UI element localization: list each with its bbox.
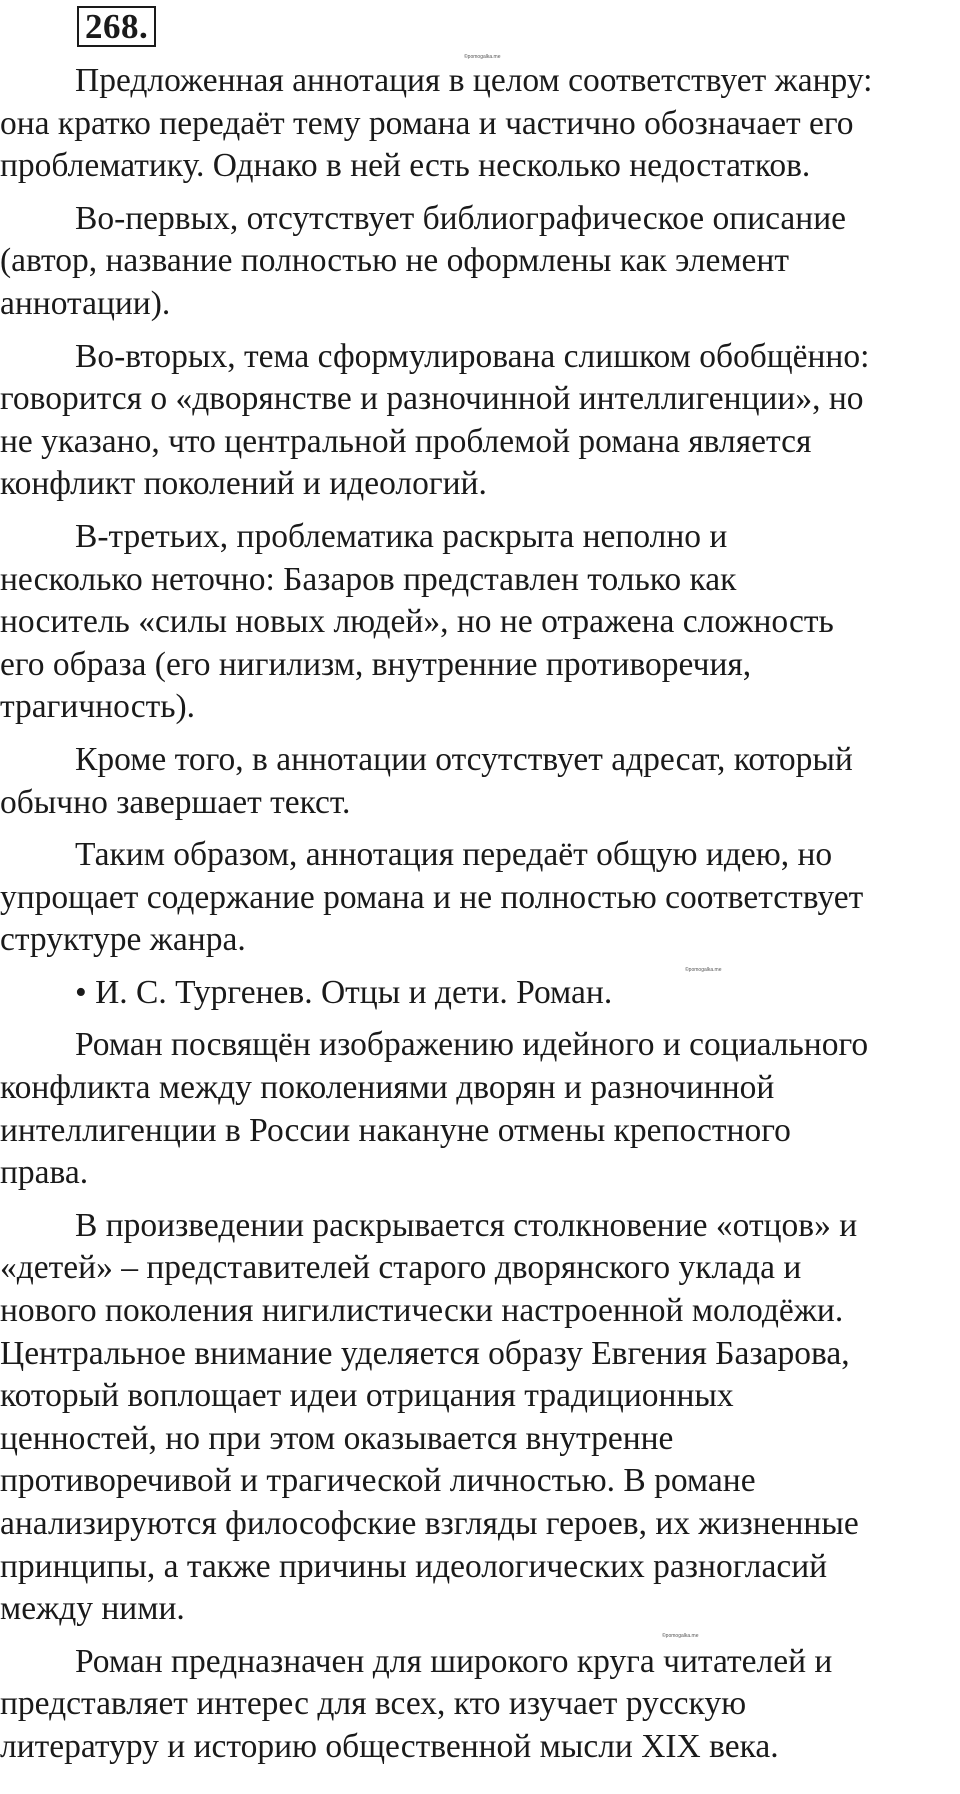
text-line: не указано, что центральной проблемой романа является — [0, 422, 812, 460]
text-line: представляет интерес для всех, кто изучает русскую — [0, 1685, 747, 1723]
text-line: носитель «силы новых людей», но не отражена сложность — [0, 603, 834, 641]
text-line: говорится о «дворянстве и разночинной интеллигенции», но — [0, 380, 864, 418]
watermark: ©pomogalka.me — [464, 54, 501, 60]
text-line: принципы, а также причины идеологических разногласий — [0, 1547, 828, 1585]
text-line: Во-вторых, тема сформулирована слишком обобщённо: — [75, 337, 870, 375]
text-line: Во-первых, отсутствует библиографическое описание — [75, 199, 847, 237]
paragraph — [0, 1641, 960, 1769]
text-line: интеллигенции в России накануне отмены крепостного — [0, 1111, 791, 1149]
text-line: несколько неточно: Базаров представлен только как — [0, 560, 737, 598]
text-line: права. — [0, 1154, 89, 1192]
text-line: анализируются философские взгляды героев, их жизненные — [0, 1505, 859, 1542]
text-line: структуре жанра. — [0, 921, 246, 959]
paragraph — [0, 739, 960, 824]
paragraph — [0, 972, 960, 1015]
paragraph — [0, 336, 960, 506]
text-line: между ними. — [0, 1590, 185, 1628]
text-line: (автор, название полностью не оформлены как элемент — [0, 242, 789, 280]
text-line: его образа (его нигилизм, внутренние противоречия, — [0, 645, 752, 683]
watermark: ©pomogalka.me — [685, 967, 722, 973]
text-line: Кроме того, в аннотации отсутствует адресат, который — [75, 740, 853, 778]
text-line: • И. С. Тургенев. Отцы и дети. Роман. — [75, 973, 613, 1011]
text-line: обычно завершает текст. — [0, 783, 351, 821]
text-line: Центральное внимание уделяется образу Евгения Базарова, — [0, 1334, 850, 1372]
text-line: В произведении раскрывается столкновение «отцов» и — [75, 1206, 858, 1244]
text-line: который воплощает идеи отрицания традиционных — [0, 1377, 734, 1415]
text-line: ценностей, но при этом оказывается внутренне — [0, 1419, 674, 1457]
text-line: она кратко передаёт тему романа и частично обозначает его — [0, 104, 854, 142]
task-number: 268. — [77, 6, 156, 47]
answer-text — [0, 60, 960, 1779]
text-line: противоречивой и трагической личностью. В романе — [0, 1462, 756, 1500]
text-line: Роман предназначен для широкого круга читателей и — [75, 1642, 833, 1680]
text-line: аннотации). — [0, 284, 171, 322]
paragraph — [0, 60, 960, 188]
text-line: конфликта между поколениями дворян и разночинной — [0, 1069, 775, 1107]
text-line: «детей» – представителей старого дворянского уклада и — [0, 1249, 802, 1287]
text-line: трагичность). — [0, 688, 196, 726]
text-line: Предложенная аннотация в целом соответствует жанру: — [75, 62, 873, 99]
text-line: Таким образом, аннотация передаёт общую идею, но — [75, 836, 833, 874]
paragraph — [0, 198, 960, 326]
text-line: упрощает содержание романа и не полностью соответствует — [0, 878, 864, 916]
text-line: В-третьих, проблематика раскрыта неполно и — [75, 517, 728, 555]
paragraph — [0, 1205, 960, 1631]
text-line: литературу и историю общественной мысли XIX века. — [0, 1727, 779, 1765]
watermark: ©pomogalka.me — [662, 1633, 699, 1639]
paragraph — [0, 1024, 960, 1194]
text-line: Роман посвящён изображению идейного и социального — [75, 1026, 869, 1064]
paragraph — [0, 834, 960, 962]
paragraph — [0, 516, 960, 729]
text-line: нового поколения нигилистически настроенной молодёжи. — [0, 1292, 844, 1330]
text-line: проблематику. Однако в ней есть несколько недостатков. — [0, 147, 811, 185]
text-line: конфликт поколений и идеологий. — [0, 465, 487, 503]
